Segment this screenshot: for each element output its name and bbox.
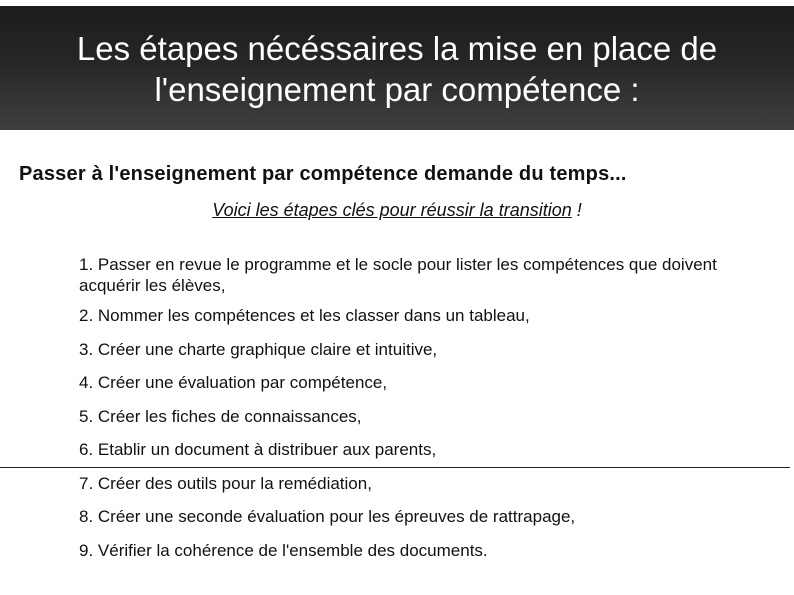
step-item: 6. Etablir un document à distribuer aux parents, [79,440,437,459]
step-item: 3. Créer une charte graphique claire et intuitive, [79,339,438,359]
step-item: 1. Passer en revue le programme et le socle pour lister les compétences que doivent acquérir les élèves, [79,255,717,295]
divider-line [0,467,790,468]
step-item: 9. Vérifier la cohérence de l'ensemble des documents. [79,540,488,560]
intro-link[interactable]: Voici les étapes clés pour réussir la transition [212,200,572,220]
step-item: 4. Créer une évaluation par compétence, [79,373,388,392]
intro-line [0,200,794,221]
slide-title: Les étapes nécéssaires la mise en place de l'enseignement par compétence : [76,30,718,108]
slide-subtitle: Passer à l'enseignement par compétence demande du temps... [19,163,627,185]
steps-list [79,254,759,573]
title-bar [0,6,794,130]
intro-suffix: ! [571,200,582,220]
step-item: 2. Nommer les compétences et les classer dans un tableau, [79,306,530,325]
step-item: 8. Créer une seconde évaluation pour les épreuves de rattrapage, [79,507,576,526]
step-item: 7. Créer des outils pour la remédiation, [79,473,372,493]
step-item: 5. Créer les fiches de connaissances, [79,406,362,426]
